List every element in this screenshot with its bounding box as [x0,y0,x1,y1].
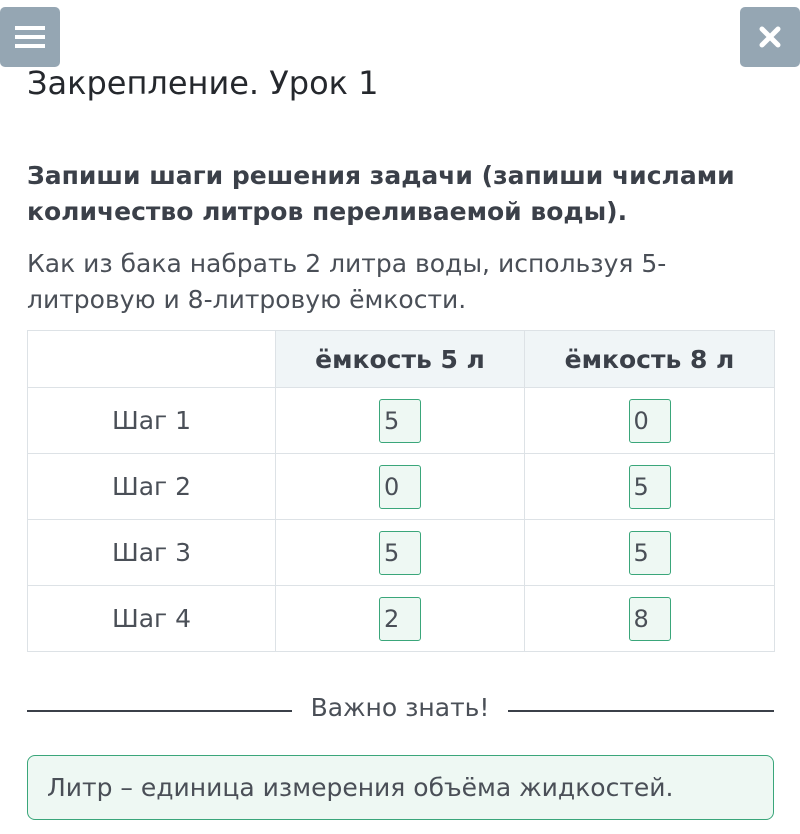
close-icon [759,26,781,48]
table-header-5l: ёмкость 5 л [276,331,525,388]
answer-field-8l[interactable]: 5 [629,465,671,509]
table-cell [276,388,525,454]
task-instruction: Запиши шаги решения задачи (запиши числами количество литров переливаемой воды). [27,161,735,226]
step-label: Шаг 2 [28,454,276,520]
table-cell [525,520,775,586]
answer-field-5l[interactable]: 2 [379,597,421,641]
table-cell [276,586,525,652]
table-header-8l: ёмкость 8 л [525,331,775,388]
task-question: Как из бака набрать 2 литра воды, используя 5-литровую и 8-литровую ёмкости. [27,249,667,314]
page-title: Закрепление. Урок 1 [27,64,379,102]
table-cell [525,388,775,454]
divider-right [508,710,774,712]
table-row [28,520,775,586]
table-header-empty [28,331,276,388]
table-cell [276,454,525,520]
menu-button[interactable] [0,7,60,67]
answer-field-5l[interactable]: 5 [379,531,421,575]
table-cell [525,454,775,520]
important-note: Литр – единица измерения объёма жидкостей. [27,755,774,820]
table-header-row [28,331,775,388]
step-label: Шаг 1 [28,388,276,454]
answer-field-5l[interactable]: 0 [379,465,421,509]
divider-left [27,710,292,712]
step-label: Шаг 4 [28,586,276,652]
answer-field-5l[interactable]: 5 [379,399,421,443]
hamburger-menu-icon [15,25,45,49]
table-cell [525,586,775,652]
answer-field-8l[interactable]: 5 [629,531,671,575]
answer-field-8l[interactable]: 0 [629,399,671,443]
steps-table [27,330,775,652]
table-row [28,454,775,520]
table-row [28,586,775,652]
table-row [28,388,775,454]
answer-field-8l[interactable]: 8 [629,597,671,641]
step-label: Шаг 3 [28,520,276,586]
close-button[interactable] [740,7,800,67]
important-heading: Важно знать! [310,693,490,722]
table-cell [276,520,525,586]
